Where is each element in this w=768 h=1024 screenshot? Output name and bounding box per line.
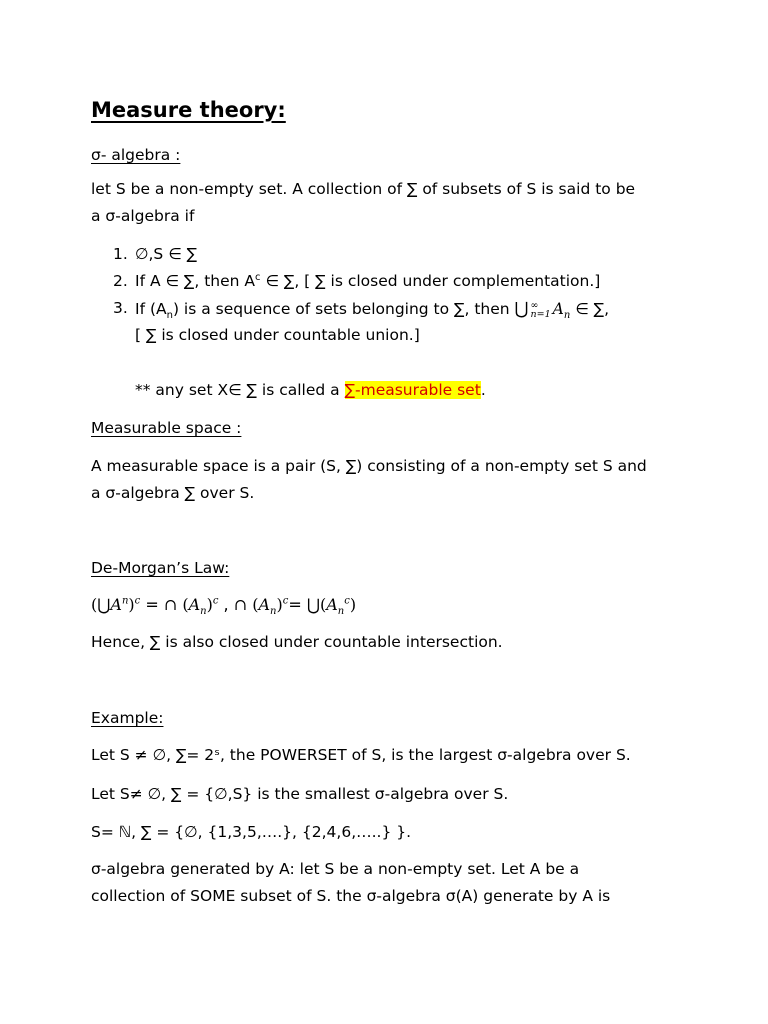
list-item-3: If $(A_n)$ is a sequence of sets belonging to ∑, then ⋃ ∞ n=1 $A_n$ ∈ ∑, — [135, 299, 610, 322]
list-number-2: 2. — [113, 272, 128, 290]
sigma-algebra-heading: σ- algebra : — [91, 146, 181, 164]
example-naturals: S= ℕ, ∑ = {∅, {1,3,5,….}, {2,4,6,…..} }. — [91, 823, 412, 841]
list-item-2: If A ∈ ∑, then $A^c$ ∈ ∑, [ ∑ is closed under complementation.] — [135, 271, 601, 290]
demorgan-formula: $(⋃A^n)^c$ = ∩ $(A_n)^c$ , ∩ $(A_n)^c=$ $⋃(A_n^c)$ — [91, 595, 357, 618]
list-item-1: ∅,S ∈ ∑ — [135, 245, 198, 263]
measurable-space-line-1: A measurable space is a pair (S, ∑) consisting of a non-empty set S and — [91, 457, 647, 475]
measurable-space-heading: Measurable space : — [91, 419, 242, 437]
list-number-1: 1. — [113, 245, 128, 263]
demorgan-hence: Hence, ∑ is also closed under countable intersection. — [91, 633, 503, 651]
example-smallest: Let S≠ ∅, ∑ = {∅,S} is the smallest σ-algebra over S. — [91, 785, 509, 803]
example-powerset: Let S ≠ ∅, ∑= 2ˢ, the POWERSET of S, is the largest σ-algebra over S. — [91, 746, 631, 764]
demorgan-heading: De-Morgan’s Law: — [91, 559, 230, 577]
measurable-set-highlight: ∑-measurable set — [344, 381, 481, 399]
page-title: Measure theory: — [91, 98, 286, 122]
list-item-3-line-2: [ ∑ is closed under countable union.] — [135, 326, 420, 344]
list-number-3: 3. — [113, 299, 128, 317]
definition-line-2: a σ-algebra if — [91, 207, 195, 225]
definition-line-1: let S be a non-empty set. A collection of ∑ of subsets of S is said to be — [91, 180, 636, 198]
generated-line-2: collection of SOME subset of S. the σ-algebra σ(A) generate by A is — [91, 887, 611, 905]
generated-line-1: σ-algebra generated by A: let S be a non-empty set. Let A be a — [91, 860, 580, 878]
measurable-set-note: ** any set X∈ ∑ is called a ∑-measurable set. — [135, 381, 486, 399]
measurable-space-line-2: a σ-algebra ∑ over S. — [91, 484, 255, 502]
example-heading: Example: — [91, 709, 164, 727]
